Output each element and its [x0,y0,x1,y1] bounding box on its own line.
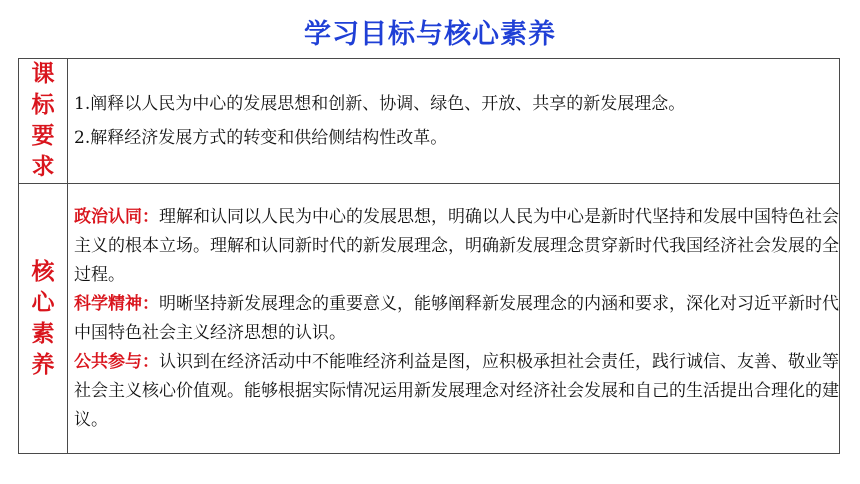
curriculum-standards-content [68,59,840,184]
label-char: 求 [31,154,55,180]
standard-item-2: 2.解释经济发展方式的转变和供给侧结构性改革。 [74,128,448,148]
political-identity-heading: 政治认同： [74,206,159,227]
label-char: 心 [31,289,55,316]
page-title: 学习目标与核心素养 [304,19,556,50]
public-participation-heading: 公共参与： [74,351,159,372]
curriculum-standards-label [19,59,68,184]
scientific-spirit-heading: 科学精神： [74,293,159,314]
political-identity-paragraph [74,203,839,290]
scientific-spirit-paragraph [74,290,839,348]
standard-item-1: 1.阐释以人民为中心的发展思想和创新、协调、绿色、开放、共享的新发展理念。 [74,94,686,114]
goals-table [18,58,840,454]
core-literacy-row [19,184,840,454]
label-char: 养 [31,351,55,378]
political-identity-text: 理解和认同以人民为中心的发展思想，明确以人民为中心是新时代坚持和发展中国特色社会主义的根本立场。理解和认同新时代的新发展理念，明确新发展理念贯穿新时代我国经济社会发展的全过程。 [74,206,839,285]
label-char: 要 [31,123,55,149]
label-char: 核 [31,258,55,285]
core-literacy-content [68,184,840,454]
label-char: 课 [31,61,55,87]
scientific-spirit-text: 明晰坚持新发展理念的重要意义，能够阐释新发展理念的内涵和要求，深化对习近平新时代中国特色社会主义经济思想的认识。 [74,293,839,343]
public-participation-text: 认识到在经济活动中不能唯经济利益是图，应积极承担社会责任，践行诚信、友善、敬业等社会主义核心价值观。能够根据实际情况运用新发展理念对经济社会发展和自己的生活提出合理化的建议。 [74,351,839,430]
label-char: 素 [31,320,55,347]
public-participation-paragraph [74,348,839,435]
core-literacy-label [19,184,68,454]
label-char: 标 [31,92,55,118]
curriculum-standards-row [19,59,840,184]
